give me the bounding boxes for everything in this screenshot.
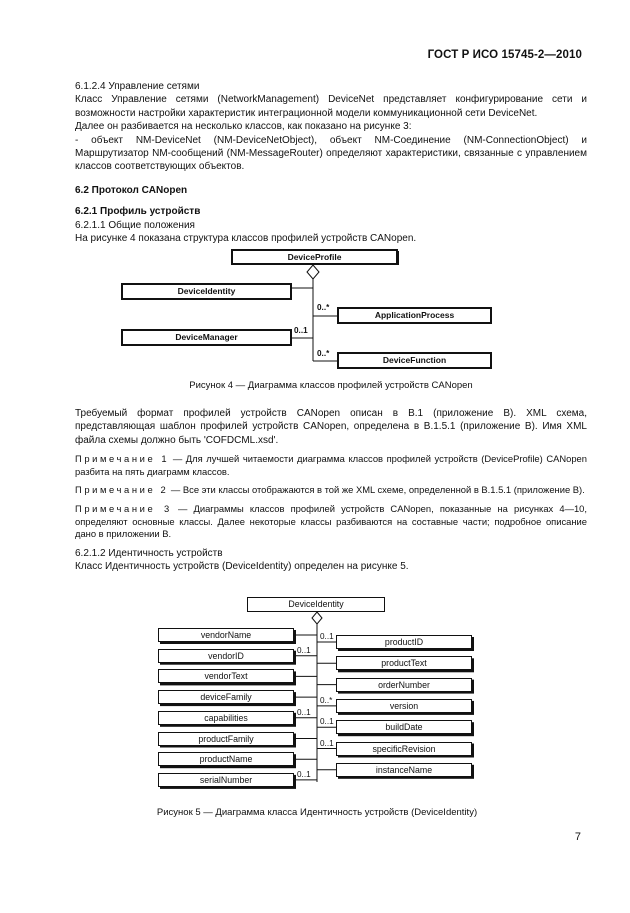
fig5-left-box: capabilities (158, 711, 294, 725)
fig5-right-mult: 0..* (320, 695, 333, 705)
paragraph: Класс Идентичность устройств (DeviceIdentity) определен на рисунке 5. (75, 561, 409, 573)
paragraph: Требуемый формат профилей устройств CANopen описан в B.1 (приложение В). XML схема, представляющая шаблон профилей устройств CANopen, определена в B.1.5.1 (приложение В). Имя XML файла схемы должно быть 'COFDCML.xsd'. (75, 408, 587, 446)
note-label: Примечание 3 (75, 503, 172, 514)
section-title: 6.2 Протокол CANopen (75, 184, 188, 196)
fig5-left-box: vendorID (158, 649, 294, 663)
fig5-right-box: specificRevision (336, 742, 472, 756)
box-device-identity: DeviceIdentity (121, 283, 292, 300)
fig5-left-box: productFamily (158, 732, 294, 746)
fig5-left-mult: 0..1 (297, 769, 311, 779)
figure5-caption: Рисунок 5 — Диаграмма класса Идентичность устройств (DeviceIdentity) (156, 807, 478, 818)
mult-manager: 0..1 (294, 326, 308, 335)
fig5-aggregation-diamond (312, 612, 322, 624)
figure4-caption: Рисунок 4 — Диаграмма классов профилей устройств CANopen (189, 380, 473, 391)
fig5-left-box: vendorName (158, 628, 294, 642)
standard-header: ГОСТ Р ИСО 15745-2—2010 (427, 49, 582, 61)
fig5-left-box: serialNumber (158, 773, 294, 787)
page-number: 7 (574, 831, 581, 843)
box-device-manager: DeviceManager (121, 329, 292, 346)
section-title: 6.2.1 Профиль устройств (75, 206, 201, 218)
fig5-top-box: DeviceIdentity (247, 597, 385, 612)
box-device-profile: DeviceProfile (231, 249, 398, 265)
section-title: 6.2.1.2 Идентичность устройств (75, 547, 223, 559)
mult-app: 0..* (317, 303, 330, 312)
section-subtitle: 6.2.1.1 Общие положения (75, 219, 195, 231)
box-application-process: ApplicationProcess (337, 307, 492, 324)
fig5-left-mult: 0..1 (297, 707, 311, 717)
fig5-right-box: orderNumber (336, 678, 472, 692)
note-text: — Диаграммы классов профилей устройств CANopen, показанные на рисунках 4—10, определяют основные классы. Далее некоторые классы разбиваются на составные части; подробное описание дано в приложении В. (75, 503, 587, 540)
fig5-left-mult: 0..1 (297, 645, 311, 655)
fig5-right-box: buildDate (336, 720, 472, 734)
note-label: Примечание 1 (75, 453, 170, 465)
fig5-left-box: vendorText (158, 669, 294, 683)
note-text: — Для лучшей читаемости диаграмма классов профилей устройств (DeviceProfile) CANopen разбита на пять диаграмм классов. (75, 453, 587, 477)
fig5-right-box: version (336, 699, 472, 713)
section-title: 6.1.2.4 Управление сетями (75, 81, 200, 92)
paragraph: Класс Управление сетями (NetworkManagement) DeviceNet представляет конфигурирование сети и возможности настройки характеристик интеграционной модели коммуникационной сети DeviceNet. (75, 94, 587, 119)
paragraph: Далее он разбивается на несколько классов, как показано на рисунке 3: (75, 121, 412, 133)
note-text: — Все эти классы отображаются в той же XML схеме, определенной в B.1.5.1 (приложение В). (168, 484, 585, 496)
paragraph: На рисунке 4 показана структура классов профилей устройств CANopen. (75, 233, 417, 245)
fig5-right-box: productID (336, 635, 472, 649)
fig5-right-mult: 0..1 (320, 738, 334, 748)
paragraph: - объект NM-DeviceNet (NM-DeviceNetObject), объект NM-Соединение (NM-ConnectionObject) и Маршрутизатор NM-сообщений (NM-MessageRouter) определяют характеристики, связанные с управлением классов соответствующих объектов. (75, 134, 587, 173)
fig5-right-mult: 0..1 (320, 717, 334, 727)
note-label: Примечание 2 (75, 484, 169, 496)
mult-function: 0..* (317, 349, 330, 358)
fig5-right-mult: 0..1 (320, 632, 334, 641)
fig5-left-box: deviceFamily (158, 690, 294, 704)
fig5-left-box: productName (158, 752, 294, 766)
fig5-right-box: instanceName (336, 763, 472, 777)
box-device-function: DeviceFunction (337, 352, 492, 369)
fig5-right-box: productText (336, 656, 472, 670)
